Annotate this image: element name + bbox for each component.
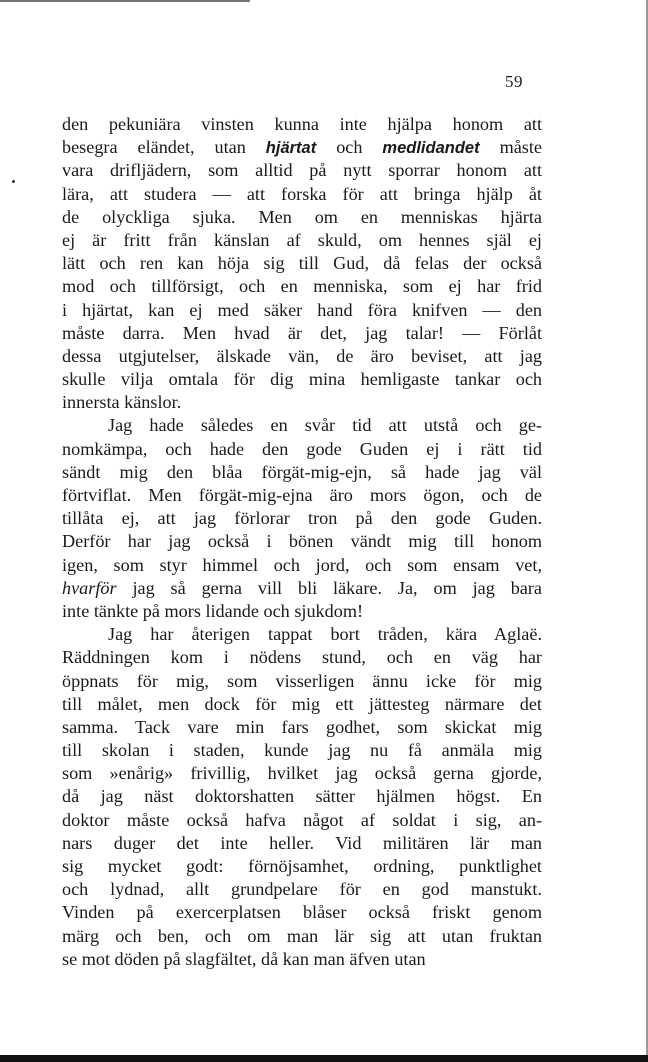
margin-speck [12, 180, 15, 183]
text-line: som »enårig» frivillig, hvilket jag också gerna gjorde, [62, 763, 542, 784]
paragraph [62, 113, 542, 414]
page-number: 59 [505, 72, 523, 91]
emphasized-word: medlidandet [382, 139, 480, 158]
text-segment: måste [479, 137, 542, 158]
text-line: och lydnad, allt grundpelare för en god manstukt. [62, 879, 542, 900]
text-line: lära, att studera — att forska för att bringa hjälp åt [62, 183, 542, 204]
emphasized-word: hvarför [62, 577, 117, 598]
text-line: inte tänkte på mors lidande och sjukdom! [62, 600, 364, 621]
text-line: i hjärtat, kan ej med säker hand föra knifven — den [62, 299, 542, 320]
text-line: samma. Tack vare min fars godhet, som skickat mig [62, 716, 542, 737]
text-line [62, 577, 542, 600]
text-line: sig mycket godt: förnöjsamhet, ordning, punktlighet [62, 856, 542, 876]
text-line: Jag hade således en svår tid att utstå och ge- [108, 415, 542, 436]
text-line: dessa utgjutelser, älskade vän, de äro beviset, att jag [62, 345, 542, 366]
text-line: mod och tillförsigt, och en menniska, som ej har frid [62, 276, 542, 297]
text-line: den pekuniära vinsten kunna inte hjälpa honom att [62, 114, 542, 134]
text-line: till målet, men dock för mig ett jättesteg närmare det [62, 693, 542, 714]
emphasized-word: hjärtat [265, 139, 317, 158]
text-line [62, 136, 542, 159]
text-segment: besegra eländet, utan [62, 137, 266, 158]
text-line: de olyckliga sjuka. Men om en menniskas hjärta [62, 206, 542, 227]
text-line: sändt mig den blåa förgät-mig-ejn, så hade jag väl [62, 461, 542, 482]
text-line: tillåta ej, att jag förlorar tron på den gode Guden. [62, 508, 542, 529]
text-line: innersta känslor. [62, 392, 182, 413]
text-line: igen, som styr himmel och jord, och som ensam vet, [62, 554, 542, 575]
text-line: se mot döden på slagfältet, då kan man äfven utan [62, 948, 426, 969]
text-line: måste darra. Men hvad är det, jag talar! — Förlåt [62, 322, 542, 343]
text-segment: jag så gerna vill bli läkare. Ja, om jag bara [116, 577, 542, 598]
text-line: Derför har jag också i bönen vändt mig till honom [62, 531, 542, 552]
text-line: nars duger det inte heller. Vid militären lär man [62, 832, 542, 853]
text-line: då jag näst doktorshatten sätter hjälmen högst. En [62, 786, 542, 807]
text-line: ej är fritt från känslan af skuld, om hennes själ ej [62, 229, 542, 250]
bottom-edge-rule [0, 1055, 648, 1062]
text-line: doktor måste också hafva något af soldat i sig, an- [62, 809, 542, 830]
paragraph [62, 414, 542, 623]
paragraph [62, 623, 542, 971]
text-line: Räddningen kom i nödens stund, och en väg har [62, 647, 542, 668]
body-text [62, 113, 542, 971]
text-line: Jag har återigen tappat bort tråden, kära Aglaë. [108, 624, 542, 645]
text-line: märg och ben, och om man lär sig att utan fruktan [62, 925, 542, 946]
text-line: vara drifljädern, som alltid på nytt sporrar honom att [62, 160, 542, 181]
text-line: till skolan i staden, kunde jag nu få anmäla mig [62, 740, 542, 761]
text-line: nomkämpa, och hade den gode Guden ej i rätt tid [62, 438, 542, 459]
text-segment: och [316, 137, 383, 158]
text-line: lätt och ren kan höja sig till Gud, då felas der också [62, 253, 542, 274]
text-line: skulle vilja omtala för dig mina hemligaste tankar och [62, 369, 542, 390]
text-line: förtviflat. Men förgät-mig-ejna äro mors ögon, och de [62, 485, 542, 505]
text-line: öppnats för mig, som visserligen ännu icke för mig [62, 670, 542, 691]
top-edge-rule [0, 0, 250, 2]
text-line: Vinden på exercerplatsen blåser också friskt genom [62, 902, 542, 923]
